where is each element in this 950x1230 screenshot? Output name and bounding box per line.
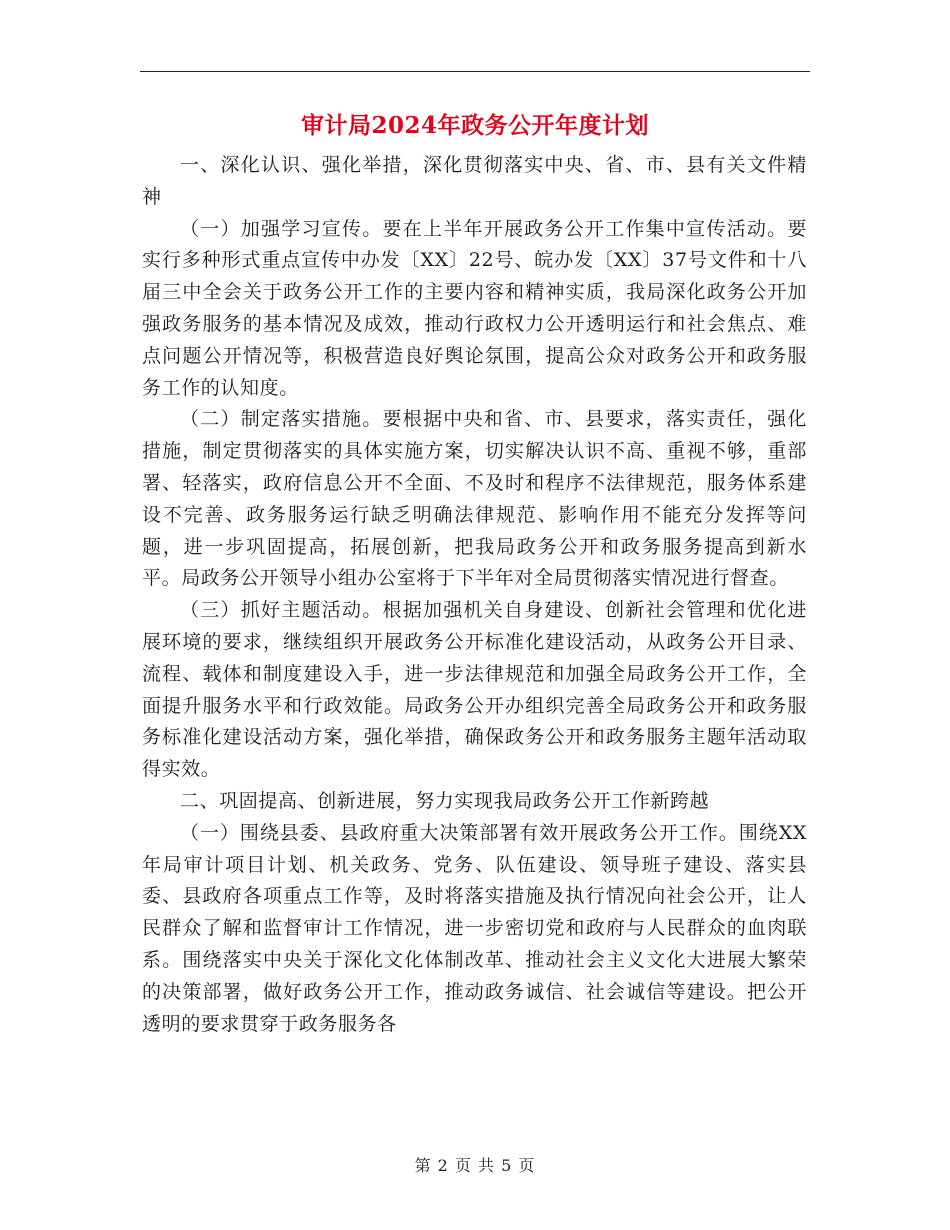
header-divider — [140, 71, 810, 72]
paragraph-learning-publicity: （一）加强学习宣传。要在上半年开展政务公开工作集中宣传活动。要实行多种形式重点宣传中办发〔XX〕22号、皖办发〔XX〕37号文件和十八届三中全会关于政务公开工作的主要内容和精神实质，我局深化政务公开加强政务服务的基本情况及成效，推动行政权力公开透明运行和社会焦点、难点问题公开情况等，积极营造良好舆论氛围，提高公众对政务公开和政务服务工作的认知度。 — [142, 217, 807, 399]
section-heading-1: 一、深化认识、强化举措，深化贯彻落实中央、省、市、县有关文件精神 — [142, 154, 807, 208]
paragraph-implementation-measures: （二）制定落实措施。要根据中央和省、市、县要求，落实责任，强化措施，制定贯彻落实的具体实施方案，切实解决认识不高、重视不够，重部署、轻落实，政府信息公开不全面、不及时和程序不法律规范，服务体系建设不完善、政务服务运行缺乏明确法律规范、影响作用不能充分发挥等问题，进一步巩固提高，拓展创新，把我局政务公开和政务服务提高到新水平。局政务公开领导小组办公室将于下半年对全局贯彻落实情况进行督查。 — [142, 408, 807, 590]
section-heading-2: 二、巩固提高、创新进展，努力实现我局政务公开工作新跨越 — [180, 789, 710, 812]
paragraph-major-decisions: （一）围绕县委、县政府重大决策部署有效开展政务公开工作。围绕XX年局审计项目计划、机关政务、党务、队伍建设、领导班子建设、落实县委、县政府各项重点工作等，及时将落实措施及执行情况向社会公开，让人民群众了解和监督审计工作情况，进一步密切党和政府与人民群众的血肉联系。围绕落实中央关于深化文化体制改革、推动社会主义文化大进展大繁荣的决策部署，做好政务公开工作，推动政务诚信、社会诚信等建设。把公开透明的要求贯穿于政务服务各 — [142, 821, 807, 1035]
document-body — [142, 150, 807, 1040]
page-number: 第 2 页 共 5 页 — [414, 1156, 536, 1175]
paragraph-theme-activities: （三）抓好主题活动。根据加强机关自身建设、创新社会管理和优化进展环境的要求，继续组织开展政务公开标准化建设活动，从政务公开目录、流程、载体和制度建设入手，进一步法律规范和加强全局政务公开工作，全面提升服务水平和行政效能。局政务公开办组织完善全局政务公开和政务服务标准化建设活动方案，强化举措，确保政务公开和政务服务主题年活动取得实效。 — [142, 599, 807, 781]
document-title: 审计局2024年政务公开年度计划 — [300, 112, 649, 139]
